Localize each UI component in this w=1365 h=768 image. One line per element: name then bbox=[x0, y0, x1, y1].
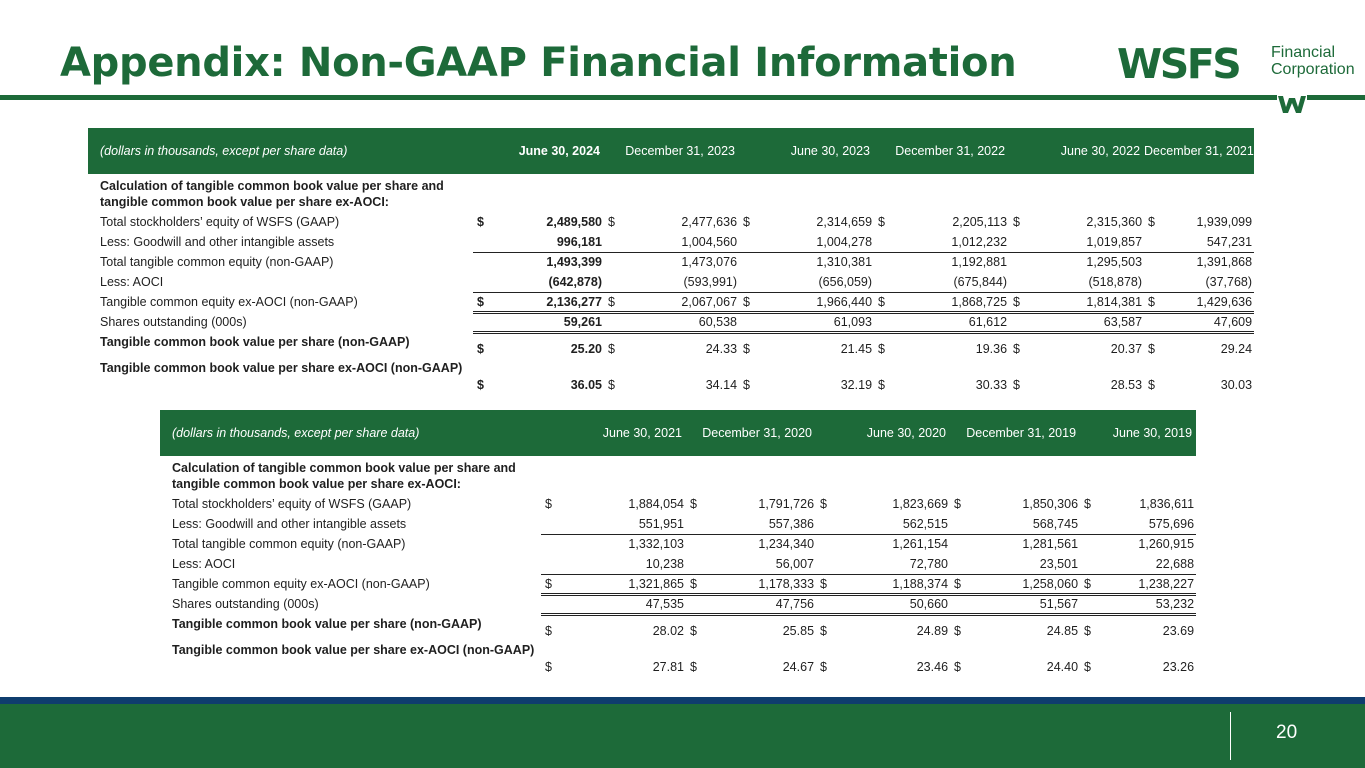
currency-symbol: $ bbox=[878, 342, 885, 356]
currency-symbol bbox=[1080, 514, 1110, 534]
table-row bbox=[160, 534, 1196, 554]
currency-symbol bbox=[874, 232, 904, 252]
value-cell: 23.26 bbox=[1162, 660, 1195, 674]
value-cell: 1,004,278 bbox=[769, 232, 874, 252]
row-label: Total tangible common equity (non-GAAP) bbox=[172, 537, 406, 551]
footer-divider bbox=[1230, 712, 1231, 760]
value-cell: 27.81 bbox=[652, 660, 684, 674]
currency-symbol bbox=[686, 514, 716, 534]
currency-symbol: $ bbox=[954, 660, 961, 674]
currency-symbol bbox=[686, 534, 716, 554]
value-cell: 24.33 bbox=[705, 342, 738, 356]
empty-cell bbox=[846, 456, 950, 494]
currency-symbol bbox=[686, 594, 716, 614]
currency-symbol bbox=[950, 514, 980, 534]
currency-symbol: $ bbox=[686, 574, 716, 594]
row-label: Tangible common book value per share (non-GAAP) bbox=[100, 335, 410, 349]
value-cell: 28.02 bbox=[652, 624, 684, 638]
row-label: Total stockholders’ equity of WSFS (GAAP) bbox=[100, 215, 340, 229]
currency-symbol: $ bbox=[1148, 378, 1155, 392]
currency-symbol: $ bbox=[743, 378, 750, 392]
value-cell: 10,238 bbox=[571, 554, 686, 574]
currency-symbol bbox=[816, 594, 846, 614]
currency-symbol: $ bbox=[1013, 215, 1020, 229]
value-cell: 1,823,669 bbox=[892, 497, 949, 511]
column-header: June 30, 2021 bbox=[541, 410, 686, 456]
value-cell: 1,332,103 bbox=[628, 537, 684, 552]
table-row bbox=[88, 332, 1254, 358]
currency-symbol: $ bbox=[874, 292, 904, 312]
empty-cell bbox=[1144, 174, 1174, 212]
currency-symbol: $ bbox=[690, 660, 697, 674]
logo-w-icon bbox=[1277, 95, 1307, 115]
row-label: Less: AOCI bbox=[100, 275, 164, 289]
page-title: Appendix: Non-GAAP Financial Information bbox=[60, 40, 1017, 86]
currency-symbol bbox=[1009, 312, 1039, 332]
value-cell: 1,850,306 bbox=[1022, 497, 1079, 511]
row-label: Shares outstanding (000s) bbox=[172, 597, 319, 611]
value-cell: 1,012,232 bbox=[904, 232, 1009, 252]
row-label: Tangible common book value per share ex-AOCI (non-GAAP) bbox=[100, 361, 463, 375]
currency-symbol: $ bbox=[878, 215, 885, 229]
row-label: Tangible common book value per share (non-GAAP) bbox=[172, 617, 482, 631]
empty-cell bbox=[904, 174, 1009, 212]
page-number: 20 bbox=[1276, 722, 1298, 743]
row-label: Tangible common equity ex-AOCI (non-GAAP) bbox=[172, 577, 430, 591]
value-cell: 2,314,659 bbox=[816, 215, 873, 229]
currency-symbol: $ bbox=[820, 624, 827, 638]
currency-symbol: $ bbox=[608, 215, 615, 229]
column-header: December 31, 2019 bbox=[950, 410, 1080, 456]
value-cell: 25.85 bbox=[782, 624, 815, 638]
value-cell: 28.53 bbox=[1110, 378, 1143, 392]
value-cell: 2,315,360 bbox=[1086, 215, 1143, 229]
currency-symbol bbox=[541, 514, 571, 534]
value-cell: 1,295,503 bbox=[1086, 255, 1143, 270]
currency-symbol bbox=[541, 554, 571, 574]
value-cell: 60,538 bbox=[634, 312, 739, 332]
currency-symbol bbox=[874, 312, 904, 332]
value-cell: 1,836,611 bbox=[1139, 497, 1195, 511]
currency-symbol bbox=[473, 232, 499, 252]
empty-cell bbox=[571, 456, 686, 494]
empty-cell bbox=[716, 456, 816, 494]
value-cell: (593,991) bbox=[634, 272, 739, 292]
value-cell: 547,231 bbox=[1174, 232, 1254, 252]
table-row bbox=[88, 272, 1254, 292]
currency-symbol: $ bbox=[1148, 342, 1155, 356]
value-cell: 1,260,915 bbox=[1138, 537, 1195, 552]
tangible-book-value-table-2021-2024 bbox=[88, 128, 1254, 394]
logo-subtitle-line1: Financial bbox=[1271, 44, 1336, 61]
value-cell: (675,844) bbox=[904, 272, 1009, 292]
value-cell: 1,310,381 bbox=[816, 255, 873, 270]
value-cell: 61,612 bbox=[904, 312, 1009, 332]
table-row bbox=[160, 514, 1196, 534]
value-cell: 1,473,076 bbox=[681, 255, 738, 270]
value-cell: 1,966,440 bbox=[769, 292, 874, 312]
currency-symbol: $ bbox=[545, 497, 552, 511]
currency-symbol: $ bbox=[604, 292, 634, 312]
value-cell: 1,814,381 bbox=[1039, 292, 1144, 312]
value-cell: 21.45 bbox=[840, 342, 873, 356]
currency-symbol bbox=[1144, 312, 1174, 332]
value-cell: 24.40 bbox=[1046, 660, 1079, 674]
currency-symbol: $ bbox=[545, 624, 552, 638]
empty-cell bbox=[739, 174, 769, 212]
value-cell: 51,567 bbox=[980, 594, 1080, 614]
value-cell: 1,884,054 bbox=[628, 497, 684, 511]
value-cell: 1,939,099 bbox=[1196, 215, 1253, 229]
empty-cell bbox=[634, 174, 739, 212]
value-cell: 24.85 bbox=[1046, 624, 1079, 638]
value-cell: 20.37 bbox=[1110, 342, 1143, 356]
value-cell: 562,515 bbox=[846, 514, 950, 534]
empty-cell bbox=[1080, 456, 1110, 494]
value-cell: 1,019,857 bbox=[1039, 232, 1144, 252]
empty-cell bbox=[950, 456, 980, 494]
footer-bar bbox=[0, 704, 1365, 768]
table-row bbox=[88, 312, 1254, 332]
currency-symbol: $ bbox=[1013, 342, 1020, 356]
value-cell: 1,281,561 bbox=[1022, 537, 1079, 552]
section-title: Calculation of tangible common book value per share and tangible common book value per share ex-AOCI: bbox=[172, 461, 516, 491]
column-header: June 30, 2023 bbox=[739, 128, 874, 174]
table-row bbox=[88, 212, 1254, 232]
currency-symbol: $ bbox=[743, 215, 750, 229]
currency-symbol bbox=[1144, 272, 1174, 292]
currency-symbol: $ bbox=[690, 497, 697, 511]
currency-symbol bbox=[950, 534, 980, 554]
currency-symbol: $ bbox=[816, 574, 846, 594]
value-cell: 24.67 bbox=[782, 660, 815, 674]
value-cell: 30.33 bbox=[975, 378, 1008, 392]
currency-symbol: $ bbox=[473, 292, 499, 312]
currency-symbol: $ bbox=[545, 660, 552, 674]
value-cell: 23.46 bbox=[916, 660, 949, 674]
value-cell: 72,780 bbox=[846, 554, 950, 574]
value-cell: (656,059) bbox=[769, 272, 874, 292]
value-cell: 1,791,726 bbox=[758, 497, 815, 511]
logo-wordmark: WSFS bbox=[1117, 40, 1240, 88]
row-label: Shares outstanding (000s) bbox=[100, 315, 247, 329]
value-cell: 22,688 bbox=[1110, 554, 1196, 574]
currency-symbol bbox=[739, 252, 769, 272]
currency-symbol bbox=[473, 312, 499, 332]
currency-symbol: $ bbox=[878, 378, 885, 392]
value-cell: 53,232 bbox=[1110, 594, 1196, 614]
empty-cell bbox=[1174, 174, 1254, 212]
value-cell: 551,951 bbox=[571, 514, 686, 534]
value-cell: (518,878) bbox=[1039, 272, 1144, 292]
currency-symbol bbox=[1009, 272, 1039, 292]
value-cell: (642,878) bbox=[499, 272, 604, 292]
currency-symbol: $ bbox=[1084, 624, 1091, 638]
value-cell: 47,609 bbox=[1174, 312, 1254, 332]
logo-subtitle bbox=[1271, 44, 1355, 78]
row-label: Tangible common equity ex-AOCI (non-GAAP) bbox=[100, 295, 358, 309]
currency-symbol bbox=[874, 252, 904, 272]
value-cell: 50,660 bbox=[846, 594, 950, 614]
row-label: Less: AOCI bbox=[172, 557, 236, 571]
section-title-row bbox=[88, 174, 1254, 212]
value-cell: 1,391,868 bbox=[1196, 255, 1253, 270]
column-header: December 31, 2022 bbox=[874, 128, 1009, 174]
value-cell: 47,756 bbox=[716, 594, 816, 614]
table-row bbox=[160, 594, 1196, 614]
table-row bbox=[88, 292, 1254, 312]
currency-symbol: $ bbox=[1144, 292, 1174, 312]
value-cell: 1,261,154 bbox=[892, 537, 949, 552]
table-row bbox=[160, 574, 1196, 594]
section-title: Calculation of tangible common book value per share and tangible common book value per share ex-AOCI: bbox=[100, 179, 444, 209]
currency-symbol bbox=[874, 272, 904, 292]
value-cell: 25.20 bbox=[570, 342, 602, 356]
currency-symbol: $ bbox=[608, 342, 615, 356]
currency-symbol bbox=[1009, 252, 1039, 272]
row-label: Tangible common book value per share ex-AOCI (non-GAAP) bbox=[172, 643, 535, 657]
currency-symbol: $ bbox=[954, 624, 961, 638]
currency-symbol: $ bbox=[608, 378, 615, 392]
value-cell: 1,493,399 bbox=[546, 255, 602, 270]
empty-cell bbox=[541, 456, 571, 494]
currency-symbol bbox=[541, 594, 571, 614]
empty-cell bbox=[816, 456, 846, 494]
column-header: December 31, 2023 bbox=[604, 128, 739, 174]
column-header: December 31, 2020 bbox=[686, 410, 816, 456]
value-cell: 575,696 bbox=[1110, 514, 1196, 534]
value-cell: 61,093 bbox=[769, 312, 874, 332]
value-cell: 1,868,725 bbox=[904, 292, 1009, 312]
currency-symbol bbox=[1009, 232, 1039, 252]
value-cell: 2,067,067 bbox=[634, 292, 739, 312]
value-cell: 1,321,865 bbox=[571, 574, 686, 594]
currency-symbol bbox=[816, 514, 846, 534]
currency-symbol bbox=[739, 272, 769, 292]
currency-symbol bbox=[950, 594, 980, 614]
currency-symbol: $ bbox=[1009, 292, 1039, 312]
currency-symbol bbox=[1080, 594, 1110, 614]
currency-symbol: $ bbox=[739, 292, 769, 312]
currency-symbol: $ bbox=[477, 342, 484, 356]
value-cell: 30.03 bbox=[1220, 378, 1253, 392]
currency-symbol: $ bbox=[477, 215, 484, 229]
currency-symbol bbox=[950, 554, 980, 574]
table-row bbox=[88, 232, 1254, 252]
value-cell: 2,136,277 bbox=[499, 292, 604, 312]
value-cell: 996,181 bbox=[499, 232, 604, 252]
table-row bbox=[88, 252, 1254, 272]
value-cell: 36.05 bbox=[570, 378, 602, 392]
value-cell: 1,258,060 bbox=[980, 574, 1080, 594]
tangible-book-value-table-2019-2021 bbox=[160, 410, 1196, 676]
row-label: Less: Goodwill and other intangible assets bbox=[172, 517, 407, 531]
value-cell: 24.89 bbox=[916, 624, 949, 638]
table-header-label: (dollars in thousands, except per share data) bbox=[88, 128, 473, 174]
wsfs-logo bbox=[1117, 42, 1357, 114]
value-cell: 63,587 bbox=[1039, 312, 1144, 332]
currency-symbol bbox=[604, 232, 634, 252]
currency-symbol bbox=[1144, 252, 1174, 272]
currency-symbol: $ bbox=[743, 342, 750, 356]
currency-symbol bbox=[604, 252, 634, 272]
currency-symbol bbox=[1080, 534, 1110, 554]
value-cell: 59,261 bbox=[499, 312, 604, 332]
currency-symbol: $ bbox=[1013, 378, 1020, 392]
currency-symbol: $ bbox=[1084, 497, 1091, 511]
value-cell: 34.14 bbox=[705, 378, 738, 392]
currency-symbol bbox=[541, 534, 571, 554]
value-cell: 1,178,333 bbox=[716, 574, 816, 594]
footer-accent-rule bbox=[0, 697, 1365, 704]
currency-symbol: $ bbox=[1148, 215, 1155, 229]
empty-cell bbox=[980, 456, 1080, 494]
currency-symbol: $ bbox=[1080, 574, 1110, 594]
value-cell: (37,768) bbox=[1174, 272, 1254, 292]
currency-symbol bbox=[739, 312, 769, 332]
empty-cell bbox=[686, 456, 716, 494]
value-cell: 1,192,881 bbox=[951, 255, 1008, 270]
empty-cell bbox=[1110, 456, 1196, 494]
value-cell: 23,501 bbox=[980, 554, 1080, 574]
currency-symbol: $ bbox=[1084, 660, 1091, 674]
value-cell: 23.69 bbox=[1162, 624, 1195, 638]
value-cell: 2,205,113 bbox=[952, 215, 1008, 229]
empty-cell bbox=[604, 174, 634, 212]
table-header-label: (dollars in thousands, except per share data) bbox=[160, 410, 541, 456]
value-cell: 1,238,227 bbox=[1110, 574, 1196, 594]
column-header: June 30, 2024 bbox=[473, 128, 604, 174]
empty-cell bbox=[874, 174, 904, 212]
currency-symbol bbox=[816, 554, 846, 574]
empty-cell bbox=[473, 174, 499, 212]
value-cell: 29.24 bbox=[1220, 342, 1253, 356]
currency-symbol: $ bbox=[541, 574, 571, 594]
empty-cell bbox=[1009, 174, 1039, 212]
value-cell: 2,477,636 bbox=[681, 215, 738, 229]
currency-symbol bbox=[604, 272, 634, 292]
column-header: December 31, 2021 bbox=[1144, 128, 1254, 174]
logo-subtitle-line2: Corporation bbox=[1271, 61, 1355, 78]
currency-symbol: $ bbox=[820, 660, 827, 674]
value-cell: 1,234,340 bbox=[758, 537, 815, 552]
table-row bbox=[160, 640, 1196, 676]
column-header: June 30, 2020 bbox=[816, 410, 950, 456]
row-label: Total stockholders’ equity of WSFS (GAAP) bbox=[172, 497, 412, 511]
currency-symbol bbox=[816, 534, 846, 554]
value-cell: 47,535 bbox=[571, 594, 686, 614]
currency-symbol: $ bbox=[820, 497, 827, 511]
column-header: June 30, 2019 bbox=[1080, 410, 1196, 456]
value-cell: 2,489,580 bbox=[546, 215, 602, 229]
empty-cell bbox=[499, 174, 604, 212]
table-row bbox=[160, 554, 1196, 574]
currency-symbol bbox=[473, 272, 499, 292]
value-cell: 568,745 bbox=[980, 514, 1080, 534]
currency-symbol bbox=[1080, 554, 1110, 574]
table-header-row bbox=[88, 128, 1254, 174]
row-label: Less: Goodwill and other intangible assets bbox=[100, 235, 335, 249]
table-row bbox=[160, 494, 1196, 514]
value-cell: 557,386 bbox=[716, 514, 816, 534]
currency-symbol bbox=[473, 252, 499, 272]
currency-symbol: $ bbox=[954, 497, 961, 511]
table-row bbox=[160, 614, 1196, 640]
empty-cell bbox=[769, 174, 874, 212]
currency-symbol bbox=[686, 554, 716, 574]
currency-symbol: $ bbox=[690, 624, 697, 638]
section-title-row bbox=[160, 456, 1196, 494]
currency-symbol: $ bbox=[950, 574, 980, 594]
row-label: Total tangible common equity (non-GAAP) bbox=[100, 255, 334, 269]
value-cell: 1,429,636 bbox=[1174, 292, 1254, 312]
currency-symbol bbox=[604, 312, 634, 332]
table-header-row bbox=[160, 410, 1196, 456]
currency-symbol bbox=[1144, 232, 1174, 252]
value-cell: 56,007 bbox=[716, 554, 816, 574]
title-divider bbox=[0, 95, 1365, 100]
table-row bbox=[88, 358, 1254, 394]
value-cell: 32.19 bbox=[840, 378, 873, 392]
empty-cell bbox=[1039, 174, 1144, 212]
value-cell: 1,188,374 bbox=[846, 574, 950, 594]
currency-symbol bbox=[739, 232, 769, 252]
value-cell: 1,004,560 bbox=[634, 232, 739, 252]
value-cell: 19.36 bbox=[975, 342, 1008, 356]
currency-symbol: $ bbox=[477, 378, 484, 392]
column-header: June 30, 2022 bbox=[1009, 128, 1144, 174]
